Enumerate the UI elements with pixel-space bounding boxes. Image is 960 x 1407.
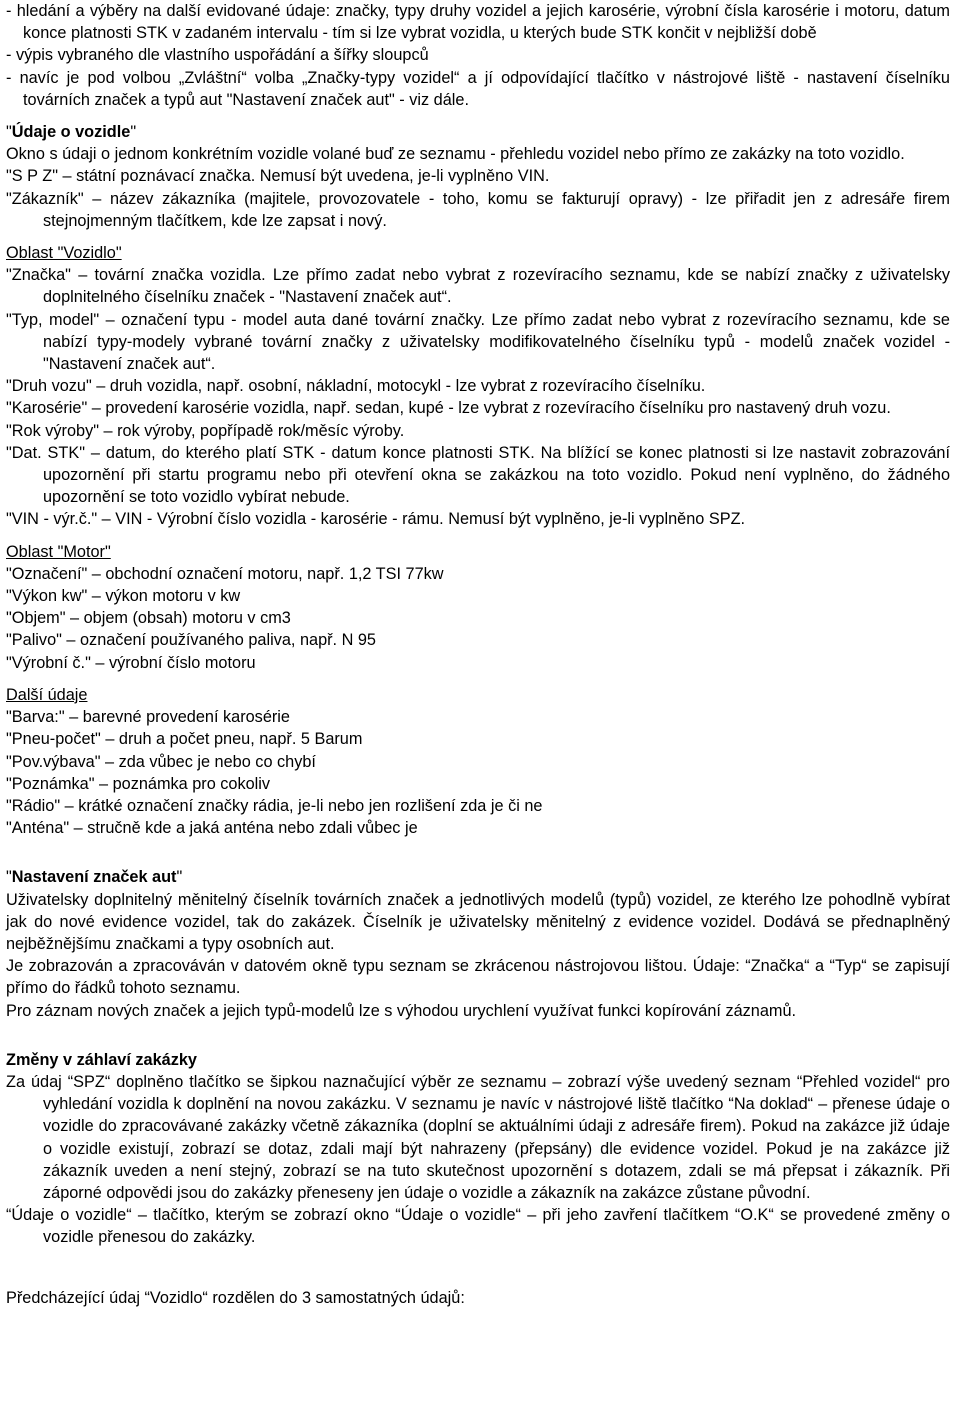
field-description: "Značka" – tovární značka vozidla. Lze přímo zadat nebo vybrat z rozevíracího seznamu, kde se nabízí značky z uživatelsky doplnitelného číselníku značek - "Nastavení značek aut“. xyxy=(6,266,950,307)
paragraph: Pro záznam nových značek a jejich typů-modelů lze s výhodou urychlení využívat funkci kopírování záznamů. xyxy=(6,1001,797,1020)
intro-list xyxy=(6,0,950,111)
paragraph: Je zobrazován a zpracováván v datovém okně typu seznam se zkrácenou nástrojovou lištou. Údaje: “Značka“ a “Typ“ se zapisují přímo do řádků tohoto seznamu. xyxy=(6,957,950,998)
field-description: "Karosérie" – provedení karosérie vozidla, např. sedan, kupé - lze vybrat z rozevíracího číselníku pro nastavený druh vozu. xyxy=(6,399,891,418)
field-description: "Druh vozu" – druh vozidla, např. osobní, nákladní, motocykl - lze vybrat z rozevíracího číselníku. xyxy=(6,377,706,396)
field-description: "Objem" – objem (obsah) motoru v cm3 xyxy=(6,609,291,628)
field-description: "Palivo" – označení používaného paliva, např. N 95 xyxy=(6,631,376,650)
list-item: - výpis vybraného dle vlastního uspořádání a šířky sloupců xyxy=(6,46,429,65)
list-item: - hledání a výběry na další evidované údaje: značky, typy druhy vozidel a jejich karosérie, výrobní čísla karosérie i motoru, datum konce platnosti STK v zadaném intervalu - tím si lze vybrat vozidla, u kterých bude STK končit v nejbližší době xyxy=(6,2,950,43)
section-heading-zmeny: Změny v záhlaví zakázky xyxy=(6,1050,197,1069)
field-description: "Rok výroby" – rok výroby, popřípadě rok/měsíc výroby. xyxy=(6,421,405,440)
paragraph: Okno s údaji o jednom konkrétním vozidle volané buď ze seznamu - přehledu vozidel nebo přímo ze zakázky na toto vozidlo. xyxy=(6,145,905,164)
field-description: "Dat. STK" – datum, do kterého platí STK - datum konce platnosti STK. Na blížící se konec platnosti si lze nastavit zobrazování upozornění při startu programu nebo při otevření okna se zakázkou na toto vozidlo. Pokud není vyplněno, do žádného upozornění se toto vozidlo vybírat nebude. xyxy=(6,443,950,507)
field-description: "Označení" – obchodní označení motoru, např. 1,2 TSI 77kw xyxy=(6,564,444,583)
field-description: "Pneu-počet" – druh a počet pneu, např. 5 Barum xyxy=(6,730,363,749)
section-heading-udaje: "Údaje o vozidle" xyxy=(6,123,137,142)
field-description: "Zákazník" – název zákazníka (majitele, provozovatele - toho, komu se fakturují opravy) - lze přiřadit jen z adresáře firem stejnojmenným tlačítkem, kde lze zapsat i nový. xyxy=(6,189,950,230)
section-heading-nastaveni: "Nastavení značek aut" xyxy=(6,868,183,887)
field-description: "Typ, model" – označení typu - model auta dané tovární značky. Lze přímo zadat nebo vybrat z rozevíracího seznamu, kde se nabízí typy-modely vybrané tovární značky z uživatelsky modifikovatelného číselníku typů - modelů značek vozidel - "Nastavení značek aut“. xyxy=(6,310,950,374)
subsection-title-motor: Oblast "Motor" xyxy=(6,542,111,561)
paragraph: Uživatelsky doplnitelný měnitelný číselník továrních značek a jednotlivých modelů (typů) vozidel, ze kterého lze pohodlně vybírat jak do nové evidence vozidel, tak do zakázek. Číselník je uživatelsky měnitelný z evidence vozidel. Dodává se přednaplněný nejběžnějšímu značkami a typy osobních aut. xyxy=(6,890,950,953)
field-description: "Výkon kw" – výkon motoru v kw xyxy=(6,587,241,606)
footer-text: Předcházející údaj “Vozidlo“ rozdělen do 3 samostatných údajů: xyxy=(6,1288,465,1307)
field-description: "VIN - výr.č." – VIN - Výrobní číslo vozidla - karosérie - rámu. Nemusí být vyplněno, je-li vyplněno SPZ. xyxy=(6,510,746,529)
paragraph: “Údaje o vozidle“ – tlačítko, kterým se zobrazí okno “Údaje o vozidle“ – při jeho zavření tlačítkem “O.K“ se provedené změny o vozidle přenesou do zakázky. xyxy=(6,1206,950,1247)
field-description: "S P Z" – státní poznávací značka. Nemusí být uvedena, je-li vyplněno VIN. xyxy=(6,167,550,186)
field-description: "Poznámka" – poznámka pro cokoliv xyxy=(6,774,271,793)
field-description: "Rádio" – krátké označení značky rádia, je-li nebo jen rozlišení zda je či ne xyxy=(6,796,543,815)
field-description: "Pov.výbava" – zda vůbec je nebo co chybí xyxy=(6,752,316,771)
field-description: "Výrobní č." – výrobní číslo motoru xyxy=(6,653,256,672)
field-description: "Anténa" – stručně kde a jaká anténa nebo zdali vůbec je xyxy=(6,819,418,838)
field-description: "Barva:" – barevné provedení karosérie xyxy=(6,708,290,727)
subsection-title-vozidlo: Oblast "Vozidlo" xyxy=(6,244,122,263)
subsection-title-dalsi: Další údaje xyxy=(6,685,88,704)
list-item: - navíc je pod volbou „Zvláštní“ volba „Značky-typy vozidel“ a jí odpovídající tlačítko v nástrojové liště - nastavení číselníku továrních značek a typů aut "Nastavení značek aut" - viz dále. xyxy=(6,68,950,109)
paragraph: Za údaj “SPZ“ doplněno tlačítko se šipkou naznačující výběr ze seznamu – zobrazí výše uvedený seznam “Přehled vozidel“ pro vyhledání vozidla k doplnění na novou zakázku. V seznamu je navíc v nástrojové liště tlačítko “Na doklad“ – přenese údaje o vozidle do zpracovávané zakázky včetně zákazníka (doplní se aktuálními údaji z adresáře firem). Pokud na zakázce již údaje o vozidle existují, zobrazí se dotaz, zdali mají být nahrazeny (přepsány) dle evidence vozidel. Pokud je na zakázce již zákazník uveden a není stejný, zobrazí se na tuto skutečnost upozornění s dotazem, zdali se má přepsat i zákazník. Při záporné odpovědi jsou do zakázky přeneseny jen údaje o vozidle a zákazník na zakázce zůstane původní. xyxy=(6,1072,950,1202)
